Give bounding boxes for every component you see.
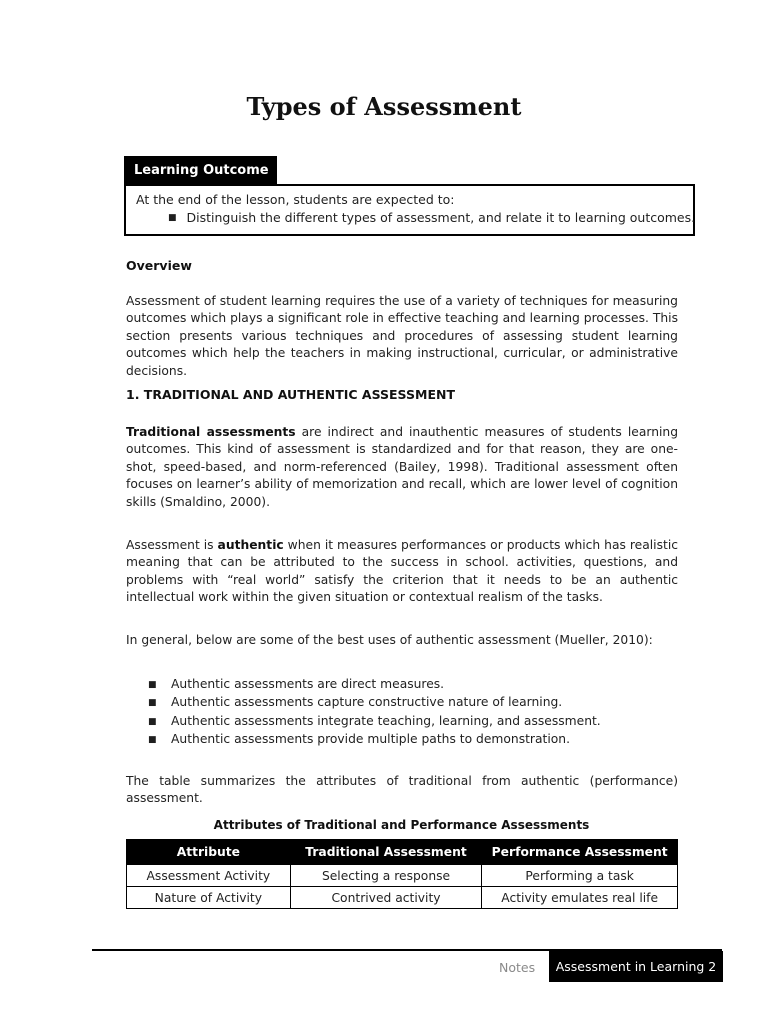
authentic-term: authentic <box>217 538 284 552</box>
table-row <box>127 865 678 887</box>
table-cell: Performing a task <box>482 865 678 887</box>
footer-course-title: Assessment in Learning 2 <box>549 951 723 982</box>
list-item: ■ Authentic assessments provide multiple paths to demonstration. <box>148 731 601 749</box>
table-cell: Assessment Activity <box>127 865 291 887</box>
column-header: Traditional Assessment <box>290 840 482 865</box>
best-uses-intro: In general, below are some of the best uses of authentic assessment (Mueller, 2010): <box>126 633 653 647</box>
traditional-text: are indirect and inauthentic measures of students learning outcomes. This kind of assessment is standardized and for that reason, they are one-shot, speed-based, and norm-referenced (Bailey, 1998). Traditional assessment often focuses on learner’s ability of memorization and recall, which are lower level of cognition skills (Smaldino, 2000). <box>126 425 679 509</box>
learning-outcome-box <box>124 184 695 236</box>
bullet-square-icon: ■ <box>148 716 157 727</box>
authentic-uses-list <box>148 676 601 749</box>
overview-paragraph: Assessment of student learning requires the use of a variety of techniques for measuring outcomes which plays a significant role in effective teaching and learning processes. This section presents various techniques and procedures of assessing student learning outcomes which help the teachers in making instructional, curricular, or administrative decisions. <box>126 294 678 378</box>
page-title: Types of Assessment <box>246 92 522 121</box>
column-header: Performance Assessment <box>482 840 678 865</box>
bullet-square-icon: ■ <box>148 680 157 690</box>
list-item: ■ Authentic assessments are direct measures. <box>148 676 601 694</box>
list-item: ■ Authentic assessments integrate teaching, learning, and assessment. <box>148 713 601 731</box>
table-cell: Contrived activity <box>290 887 482 909</box>
overview-heading: Overview <box>126 258 192 273</box>
attributes-table <box>126 839 678 909</box>
table-cell: Activity emulates real life <box>482 887 678 909</box>
learning-outcome-item <box>168 210 695 225</box>
learning-outcome-text: Distinguish the different types of assessment, and relate it to learning outcomes. <box>186 210 696 225</box>
authentic-paragraph <box>126 537 678 607</box>
section-heading: 1. TRADITIONAL AND AUTHENTIC ASSESSMENT <box>126 387 455 402</box>
authentic-lead: Assessment is <box>126 538 218 552</box>
column-header: Attribute <box>127 840 291 865</box>
table-cell: Selecting a response <box>290 865 482 887</box>
learning-outcome-label: Learning Outcome <box>124 156 277 185</box>
table-title: Attributes of Traditional and Performance Assessments <box>213 818 590 832</box>
table-row <box>127 887 678 909</box>
bullet-square-icon: ■ <box>148 698 157 709</box>
table-cell: Nature of Activity <box>127 887 291 909</box>
table-summary-text: The table summarizes the attributes of traditional from authentic (performance) assessment. <box>126 774 678 806</box>
traditional-term: Traditional assessments <box>126 425 296 439</box>
traditional-paragraph <box>126 424 678 511</box>
footer-notes: Notes <box>499 960 536 975</box>
bullet-square-icon: ■ <box>148 734 157 745</box>
table-header-row <box>127 840 678 865</box>
authentic-text: when it measures performances or products which has realistic meaning that can be attributed to the success in school. activities, questions, and problems with “real world” satisfy the criterion that it needs to be an authentic intellectual work within the given situation or contextual realism of the tasks. <box>126 538 679 605</box>
list-item: ■ Authentic assessments capture constructive nature of learning. <box>148 694 601 712</box>
learning-outcome-intro: At the end of the lesson, students are expected to: <box>136 192 455 207</box>
bullet-square-icon: ■ <box>168 213 177 223</box>
